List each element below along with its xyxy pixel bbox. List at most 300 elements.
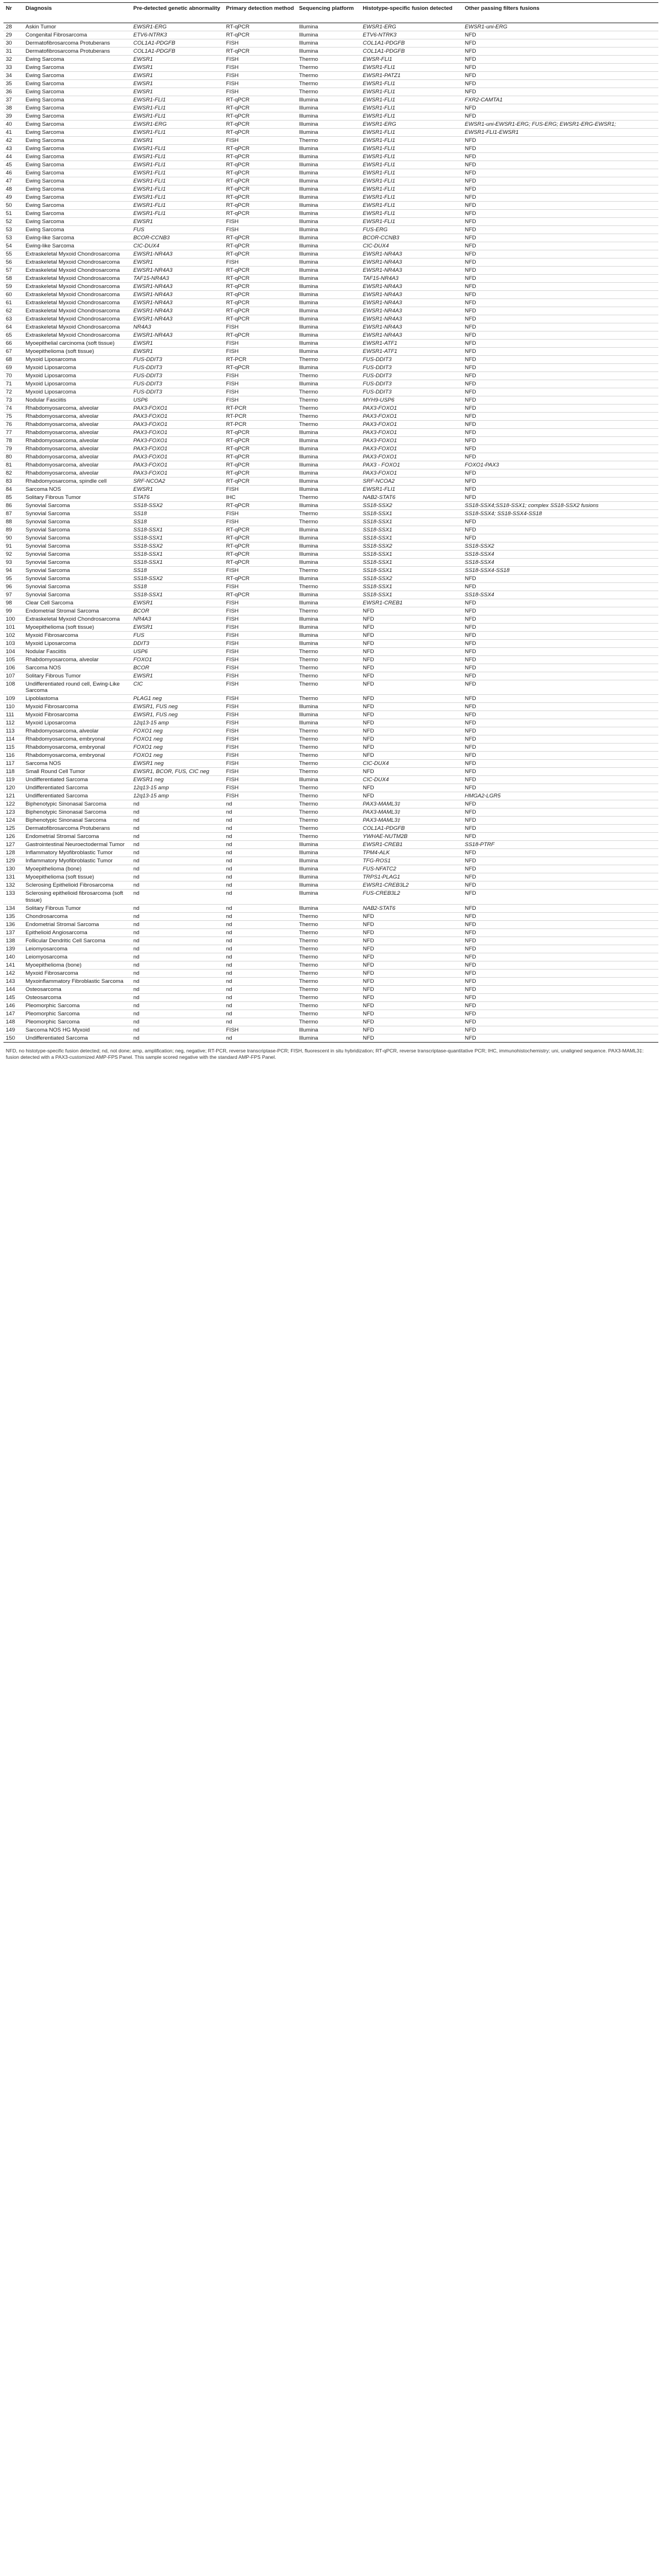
cell-diagnosis: Myxoid Fibrosarcoma bbox=[23, 632, 131, 640]
cell-method: RT-qPCR bbox=[224, 96, 297, 104]
cell-fusion: EWSR1-NR4A3 bbox=[360, 307, 462, 315]
cell-fusion: EWSR1-FLI1 bbox=[360, 104, 462, 112]
cell-fusion: EWSR1-FLI1 bbox=[360, 194, 462, 202]
cell-pre-detected: PAX3-FOXO1 bbox=[131, 405, 224, 413]
cell-other-fusions: NFD bbox=[462, 937, 658, 945]
cell-fusion: NFD bbox=[360, 1034, 462, 1042]
cell-nr: 42 bbox=[3, 137, 23, 145]
cell-method: RT-qPCR bbox=[224, 145, 297, 153]
table-row bbox=[3, 945, 658, 953]
cell-platform: Thermo bbox=[297, 64, 360, 72]
cell-method: FISH bbox=[224, 56, 297, 64]
cell-diagnosis: Synovial Sarcoma bbox=[23, 510, 131, 518]
cell-fusion: SS18-SSX1 bbox=[360, 534, 462, 542]
cell-pre-detected: EWSR1 bbox=[131, 672, 224, 680]
cell-pre-detected: BCOR bbox=[131, 607, 224, 615]
cell-diagnosis: Sclerosing epithelioid fibrosarcoma (soft tissue) bbox=[23, 890, 131, 904]
cell-method: FISH bbox=[224, 656, 297, 664]
cell-other-fusions: NFD bbox=[462, 169, 658, 177]
cell-nr: 123 bbox=[3, 808, 23, 817]
cell-method: FISH bbox=[224, 396, 297, 405]
cell-nr: 106 bbox=[3, 664, 23, 672]
cell-platform: Illumina bbox=[297, 640, 360, 648]
cell-fusion: FUS-NFATC2 bbox=[360, 865, 462, 873]
table-row bbox=[3, 169, 658, 177]
cell-diagnosis: Ewing Sarcoma bbox=[23, 64, 131, 72]
cell-fusion: EWSR1-NR4A3 bbox=[360, 258, 462, 267]
cell-platform: Thermo bbox=[297, 583, 360, 591]
cell-method: RT-qPCR bbox=[224, 194, 297, 202]
cell-nr: 100 bbox=[3, 615, 23, 624]
cell-method: FISH bbox=[224, 784, 297, 792]
cell-pre-detected: EWSR1-FLI1 bbox=[131, 153, 224, 161]
table-row bbox=[3, 31, 658, 39]
cell-diagnosis: Endometrial Stromal Sarcoma bbox=[23, 920, 131, 928]
table-row bbox=[3, 993, 658, 1001]
cell-diagnosis: Rhabdomyosarcoma, spindle cell bbox=[23, 478, 131, 486]
table-row bbox=[3, 331, 658, 340]
cell-method: FISH bbox=[224, 664, 297, 672]
cell-fusion: NFD bbox=[360, 664, 462, 672]
header-nr: Nr bbox=[3, 3, 23, 23]
cell-platform: Illumina bbox=[297, 250, 360, 258]
cell-diagnosis: Ewing Sarcoma bbox=[23, 121, 131, 129]
cell-pre-detected: nd bbox=[131, 873, 224, 881]
cell-fusion: NFD bbox=[360, 937, 462, 945]
cell-diagnosis: Ewing-like Sarcoma bbox=[23, 242, 131, 250]
cell-diagnosis: Sarcoma NOS bbox=[23, 486, 131, 494]
cell-platform: Thermo bbox=[297, 1010, 360, 1018]
cell-method: FISH bbox=[224, 340, 297, 348]
cell-diagnosis: Osteosarcoma bbox=[23, 993, 131, 1001]
cell-fusion: NFD bbox=[360, 928, 462, 937]
cell-platform: Thermo bbox=[297, 825, 360, 833]
cell-diagnosis: Myxoid Liposarcoma bbox=[23, 356, 131, 364]
cell-fusion: EWSR1-NR4A3 bbox=[360, 315, 462, 323]
cell-nr: 135 bbox=[3, 912, 23, 920]
cell-pre-detected: FOXO1 neg bbox=[131, 752, 224, 760]
cell-method: RT-qPCR bbox=[224, 551, 297, 559]
table-row bbox=[3, 928, 658, 937]
table-row bbox=[3, 469, 658, 478]
table-row bbox=[3, 624, 658, 632]
cell-fusion: NFD bbox=[360, 648, 462, 656]
cell-other-fusions: NFD bbox=[462, 267, 658, 275]
cell-pre-detected: nd bbox=[131, 928, 224, 937]
cell-method: RT-qPCR bbox=[224, 331, 297, 340]
cell-diagnosis: Lipoblastoma bbox=[23, 695, 131, 703]
cell-nr: 40 bbox=[3, 121, 23, 129]
cell-other-fusions: NFD bbox=[462, 993, 658, 1001]
cell-platform: Illumina bbox=[297, 591, 360, 599]
cell-fusion: TAF15-NR4A3 bbox=[360, 275, 462, 283]
table-row bbox=[3, 912, 658, 920]
cell-pre-detected: SS18-SSX2 bbox=[131, 502, 224, 510]
cell-method: FISH bbox=[224, 64, 297, 72]
cell-nr: 104 bbox=[3, 648, 23, 656]
cell-platform: Illumina bbox=[297, 575, 360, 583]
cell-method: RT-PCR bbox=[224, 413, 297, 421]
cell-pre-detected: PAX3-FOXO1 bbox=[131, 445, 224, 453]
cell-other-fusions: NFD bbox=[462, 526, 658, 534]
cell-nr: 87 bbox=[3, 510, 23, 518]
cell-pre-detected: EWSR1 bbox=[131, 624, 224, 632]
cell-other-fusions: NFD bbox=[462, 599, 658, 607]
cell-diagnosis: Small Round Cell Tumor bbox=[23, 768, 131, 776]
cell-fusion: EWSR1-FLI1 bbox=[360, 169, 462, 177]
table-row bbox=[3, 961, 658, 969]
cell-method: FISH bbox=[224, 695, 297, 703]
cell-nr: 50 bbox=[3, 202, 23, 210]
cell-diagnosis: Extraskeletal Myxoid Chondrosarcoma bbox=[23, 299, 131, 307]
cell-diagnosis: Inflammatory Myofibroblastic Tumor bbox=[23, 857, 131, 865]
cell-other-fusions: NFD bbox=[462, 961, 658, 969]
cell-diagnosis: Synovial Sarcoma bbox=[23, 583, 131, 591]
cell-platform: Illumina bbox=[297, 502, 360, 510]
cell-diagnosis: Rhabdomyosarcoma, alveolar bbox=[23, 405, 131, 413]
cell-fusion: ETV6-NTRK3 bbox=[360, 31, 462, 39]
cell-other-fusions: NFD bbox=[462, 664, 658, 672]
cell-diagnosis: Rhabdomyosarcoma, alveolar bbox=[23, 469, 131, 478]
table-row bbox=[3, 129, 658, 137]
cell-fusion: EWSR1-CREB1 bbox=[360, 841, 462, 849]
cell-platform: Thermo bbox=[297, 388, 360, 396]
cell-method: RT-qPCR bbox=[224, 307, 297, 315]
cell-other-fusions: NFD bbox=[462, 833, 658, 841]
cell-fusion: EWSR1-CREB3L2 bbox=[360, 881, 462, 890]
cell-nr: 41 bbox=[3, 129, 23, 137]
cell-platform: Illumina bbox=[297, 551, 360, 559]
cell-fusion: CIC-DUX4 bbox=[360, 776, 462, 784]
cell-platform: Thermo bbox=[297, 664, 360, 672]
cell-nr: 97 bbox=[3, 591, 23, 599]
cell-platform: Thermo bbox=[297, 800, 360, 808]
cell-pre-detected: EWSR1 bbox=[131, 137, 224, 145]
cell-diagnosis: Ewing Sarcoma bbox=[23, 88, 131, 96]
cell-fusion: EWSR-FLI1 bbox=[360, 56, 462, 64]
cell-nr: 44 bbox=[3, 153, 23, 161]
cell-other-fusions: NFD bbox=[462, 437, 658, 445]
cell-diagnosis: Congenital Fibrosarcoma bbox=[23, 31, 131, 39]
cell-diagnosis: Ewing Sarcoma bbox=[23, 80, 131, 88]
cell-diagnosis: Synovial Sarcoma bbox=[23, 534, 131, 542]
cell-diagnosis: Epithelioid Angiosarcoma bbox=[23, 928, 131, 937]
table-row bbox=[3, 202, 658, 210]
cell-diagnosis: Rhabdomyosarcoma, alveolar bbox=[23, 413, 131, 421]
cell-method: FISH bbox=[224, 735, 297, 744]
cell-diagnosis: Sclerosing Epithelioid Fibrosarcoma bbox=[23, 881, 131, 890]
table-row bbox=[3, 299, 658, 307]
page bbox=[0, 0, 663, 1061]
cell-method: RT-qPCR bbox=[224, 177, 297, 185]
cell-method: nd bbox=[224, 945, 297, 953]
table-row bbox=[3, 177, 658, 185]
cell-method: FISH bbox=[224, 768, 297, 776]
cell-diagnosis: Rhabdomyosarcoma, alveolar bbox=[23, 437, 131, 445]
cell-pre-detected: EWSR1-NR4A3 bbox=[131, 299, 224, 307]
table-row bbox=[3, 234, 658, 242]
cell-method: FISH bbox=[224, 39, 297, 48]
header-pre-detected-abnormality: Pre-detected genetic abnormality bbox=[131, 3, 224, 23]
cell-diagnosis: Undifferentiated Sarcoma bbox=[23, 1034, 131, 1042]
cell-fusion: FUS-DDIT3 bbox=[360, 388, 462, 396]
cell-platform: Thermo bbox=[297, 372, 360, 380]
cell-pre-detected: nd bbox=[131, 881, 224, 890]
table-row bbox=[3, 348, 658, 356]
cell-other-fusions: NFD bbox=[462, 388, 658, 396]
cell-pre-detected: EWSR1 bbox=[131, 599, 224, 607]
cell-nr: 137 bbox=[3, 928, 23, 937]
table-row bbox=[3, 413, 658, 421]
table-row bbox=[3, 405, 658, 413]
cell-other-fusions: NFD bbox=[462, 250, 658, 258]
cell-method: nd bbox=[224, 904, 297, 912]
cell-fusion: EWSR1-FLI1 bbox=[360, 177, 462, 185]
table-row bbox=[3, 808, 658, 817]
cell-platform: Illumina bbox=[297, 1026, 360, 1034]
cell-other-fusions: NFD bbox=[462, 800, 658, 808]
cell-nr: 28 bbox=[3, 23, 23, 31]
cell-pre-detected: nd bbox=[131, 904, 224, 912]
cell-fusion: NFD bbox=[360, 912, 462, 920]
cell-platform: Illumina bbox=[297, 48, 360, 56]
cell-fusion: EWSR1-FLI1 bbox=[360, 202, 462, 210]
cell-other-fusions: NFD bbox=[462, 153, 658, 161]
cell-platform: Illumina bbox=[297, 873, 360, 881]
cell-nr: 74 bbox=[3, 405, 23, 413]
cell-method: nd bbox=[224, 881, 297, 890]
cell-diagnosis: Askin Tumor bbox=[23, 23, 131, 31]
cell-platform: Illumina bbox=[297, 632, 360, 640]
cell-platform: Thermo bbox=[297, 1001, 360, 1010]
cell-diagnosis: Osteosarcoma bbox=[23, 985, 131, 993]
cell-platform: Illumina bbox=[297, 23, 360, 31]
cell-fusion: NFD bbox=[360, 969, 462, 977]
cell-other-fusions: NFD bbox=[462, 857, 658, 865]
cell-other-fusions: NFD bbox=[462, 39, 658, 48]
table-row bbox=[3, 396, 658, 405]
cell-fusion: EWSR1-ATF1 bbox=[360, 340, 462, 348]
cell-other-fusions: NFD bbox=[462, 210, 658, 218]
cell-pre-detected: EWSR1-NR4A3 bbox=[131, 250, 224, 258]
cell-method: RT-qPCR bbox=[224, 542, 297, 551]
cell-platform: Thermo bbox=[297, 808, 360, 817]
table-row bbox=[3, 768, 658, 776]
cell-pre-detected: EWSR1-NR4A3 bbox=[131, 331, 224, 340]
cell-nr: 34 bbox=[3, 72, 23, 80]
cell-other-fusions: NFD bbox=[462, 752, 658, 760]
table-row bbox=[3, 56, 658, 64]
cell-pre-detected: EWSR1 bbox=[131, 486, 224, 494]
cell-fusion: NFD bbox=[360, 945, 462, 953]
cell-diagnosis: Extraskeletal Myxoid Chondrosarcoma bbox=[23, 291, 131, 299]
cell-fusion: FUS-DDIT3 bbox=[360, 380, 462, 388]
table-row bbox=[3, 591, 658, 599]
cell-other-fusions: NFD bbox=[462, 372, 658, 380]
cell-fusion: CIC-DUX4 bbox=[360, 242, 462, 250]
cell-method: nd bbox=[224, 825, 297, 833]
cell-fusion: FUS-ERG bbox=[360, 226, 462, 234]
cell-other-fusions: NFD bbox=[462, 1010, 658, 1018]
cell-method: FISH bbox=[224, 711, 297, 719]
cell-other-fusions: NFD bbox=[462, 881, 658, 890]
cell-other-fusions: NFD bbox=[462, 817, 658, 825]
cell-fusion: NFD bbox=[360, 656, 462, 664]
cell-diagnosis: Ewing Sarcoma bbox=[23, 104, 131, 112]
cell-other-fusions: NFD bbox=[462, 137, 658, 145]
cell-other-fusions: NFD bbox=[462, 776, 658, 784]
cell-fusion: NFD bbox=[360, 1018, 462, 1026]
cell-pre-detected: EWSR1-FLI1 bbox=[131, 185, 224, 194]
table-row bbox=[3, 226, 658, 234]
cell-fusion: EWSR1-FLI1 bbox=[360, 218, 462, 226]
cell-pre-detected: EWSR1-ERG bbox=[131, 23, 224, 31]
table-row bbox=[3, 153, 658, 161]
table-row bbox=[3, 937, 658, 945]
cell-diagnosis: Rhabdomyosarcoma, alveolar bbox=[23, 453, 131, 461]
cell-other-fusions: SS18-SSX4-SS18 bbox=[462, 567, 658, 575]
cell-other-fusions: NFD bbox=[462, 1034, 658, 1042]
cell-pre-detected: USP6 bbox=[131, 648, 224, 656]
cell-diagnosis: Undifferentiated Sarcoma bbox=[23, 792, 131, 800]
cell-other-fusions: NFD bbox=[462, 825, 658, 833]
cell-pre-detected: STAT6 bbox=[131, 494, 224, 502]
table-row bbox=[3, 792, 658, 800]
cell-method: RT-qPCR bbox=[224, 469, 297, 478]
cell-platform: Illumina bbox=[297, 445, 360, 453]
cell-nr: 122 bbox=[3, 800, 23, 808]
cell-fusion: NFD bbox=[360, 615, 462, 624]
cell-diagnosis: Ewing Sarcoma bbox=[23, 161, 131, 169]
cell-other-fusions: NFD bbox=[462, 429, 658, 437]
table-row bbox=[3, 510, 658, 518]
cell-nr: 105 bbox=[3, 656, 23, 664]
cell-nr: 136 bbox=[3, 920, 23, 928]
cell-other-fusions: NFD bbox=[462, 760, 658, 768]
cell-pre-detected: EWSR1-NR4A3 bbox=[131, 267, 224, 275]
cell-pre-detected: EWSR1 bbox=[131, 72, 224, 80]
results-table bbox=[3, 2, 658, 1043]
cell-pre-detected: EWSR1-FLI1 bbox=[131, 112, 224, 121]
cell-pre-detected: TAF15-NR4A3 bbox=[131, 275, 224, 283]
cell-method: RT-PCR bbox=[224, 421, 297, 429]
cell-pre-detected: FOXO1 neg bbox=[131, 727, 224, 735]
cell-pre-detected: SS18 bbox=[131, 518, 224, 526]
cell-pre-detected: nd bbox=[131, 1026, 224, 1034]
cell-platform: Illumina bbox=[297, 234, 360, 242]
table-row bbox=[3, 1034, 658, 1042]
cell-platform: Illumina bbox=[297, 210, 360, 218]
cell-method: RT-qPCR bbox=[224, 250, 297, 258]
cell-diagnosis: Inflammatory Myofibroblastic Tumor bbox=[23, 849, 131, 857]
cell-fusion: EWSR1-ERG bbox=[360, 23, 462, 31]
cell-fusion: NFD bbox=[360, 993, 462, 1001]
cell-diagnosis: Ewing-like Sarcoma bbox=[23, 234, 131, 242]
cell-nr: 49 bbox=[3, 194, 23, 202]
cell-other-fusions: SS18-SSX4 bbox=[462, 551, 658, 559]
cell-diagnosis: Biphenotypic Sinonasal Sarcoma bbox=[23, 808, 131, 817]
cell-pre-detected: nd bbox=[131, 961, 224, 969]
cell-platform: Illumina bbox=[297, 315, 360, 323]
cell-diagnosis: Sarcoma NOS bbox=[23, 664, 131, 672]
cell-method: nd bbox=[224, 961, 297, 969]
cell-platform: Illumina bbox=[297, 615, 360, 624]
cell-diagnosis: Extraskeletal Myxoid Chondrosarcoma bbox=[23, 615, 131, 624]
table-row bbox=[3, 48, 658, 56]
cell-nr: 128 bbox=[3, 849, 23, 857]
table-row bbox=[3, 817, 658, 825]
cell-other-fusions: NFD bbox=[462, 48, 658, 56]
cell-nr: 71 bbox=[3, 380, 23, 388]
cell-other-fusions: NFD bbox=[462, 695, 658, 703]
cell-nr: 121 bbox=[3, 792, 23, 800]
cell-other-fusions: EWSR1-FLI1-EWSR1 bbox=[462, 129, 658, 137]
cell-platform: Thermo bbox=[297, 137, 360, 145]
cell-other-fusions: NFD bbox=[462, 656, 658, 664]
cell-pre-detected: EWSR1 bbox=[131, 218, 224, 226]
cell-nr: 138 bbox=[3, 937, 23, 945]
cell-nr: 141 bbox=[3, 961, 23, 969]
table-row bbox=[3, 672, 658, 680]
cell-nr: 36 bbox=[3, 88, 23, 96]
table-row bbox=[3, 881, 658, 890]
table-row bbox=[3, 23, 658, 31]
cell-fusion: NFD bbox=[360, 744, 462, 752]
cell-diagnosis: Extraskeletal Myxoid Chondrosarcoma bbox=[23, 307, 131, 315]
cell-method: FISH bbox=[224, 486, 297, 494]
cell-other-fusions: NFD bbox=[462, 80, 658, 88]
table-row bbox=[3, 727, 658, 735]
cell-nr: 93 bbox=[3, 559, 23, 567]
cell-pre-detected: EWSR1 bbox=[131, 64, 224, 72]
cell-fusion: YWHAE-NUTM2B bbox=[360, 833, 462, 841]
cell-nr: 147 bbox=[3, 1010, 23, 1018]
cell-pre-detected: PAX3-FOXO1 bbox=[131, 469, 224, 478]
cell-platform: Illumina bbox=[297, 275, 360, 283]
cell-nr: 51 bbox=[3, 210, 23, 218]
cell-diagnosis: Myxoid Liposarcoma bbox=[23, 380, 131, 388]
cell-pre-detected: NR4A3 bbox=[131, 323, 224, 331]
cell-platform: Thermo bbox=[297, 494, 360, 502]
cell-pre-detected: SRF-NCOA2 bbox=[131, 478, 224, 486]
cell-platform: Illumina bbox=[297, 153, 360, 161]
table-row bbox=[3, 542, 658, 551]
cell-pre-detected: SS18 bbox=[131, 510, 224, 518]
cell-method: RT-qPCR bbox=[224, 445, 297, 453]
cell-fusion: SS18-SSX1 bbox=[360, 591, 462, 599]
cell-pre-detected: nd bbox=[131, 1034, 224, 1042]
cell-diagnosis: Extraskeletal Myxoid Chondrosarcoma bbox=[23, 315, 131, 323]
cell-platform: Thermo bbox=[297, 607, 360, 615]
cell-other-fusions: NFD bbox=[462, 356, 658, 364]
cell-pre-detected: EWSR1-FLI1 bbox=[131, 129, 224, 137]
cell-pre-detected: BCOR-CCNB3 bbox=[131, 234, 224, 242]
cell-method: FISH bbox=[224, 599, 297, 607]
cell-fusion: TRPS1-PLAG1 bbox=[360, 873, 462, 881]
table-row bbox=[3, 445, 658, 453]
cell-nr: 91 bbox=[3, 542, 23, 551]
cell-pre-detected: DDIT3 bbox=[131, 640, 224, 648]
cell-other-fusions: NFD bbox=[462, 340, 658, 348]
cell-nr: 143 bbox=[3, 977, 23, 985]
table-row bbox=[3, 1018, 658, 1026]
cell-nr: 110 bbox=[3, 703, 23, 711]
cell-nr: 38 bbox=[3, 104, 23, 112]
cell-diagnosis: Ewing Sarcoma bbox=[23, 72, 131, 80]
cell-nr: 146 bbox=[3, 1001, 23, 1010]
table-row bbox=[3, 242, 658, 250]
header-sequencing-platform: Sequencing platform bbox=[297, 3, 360, 23]
